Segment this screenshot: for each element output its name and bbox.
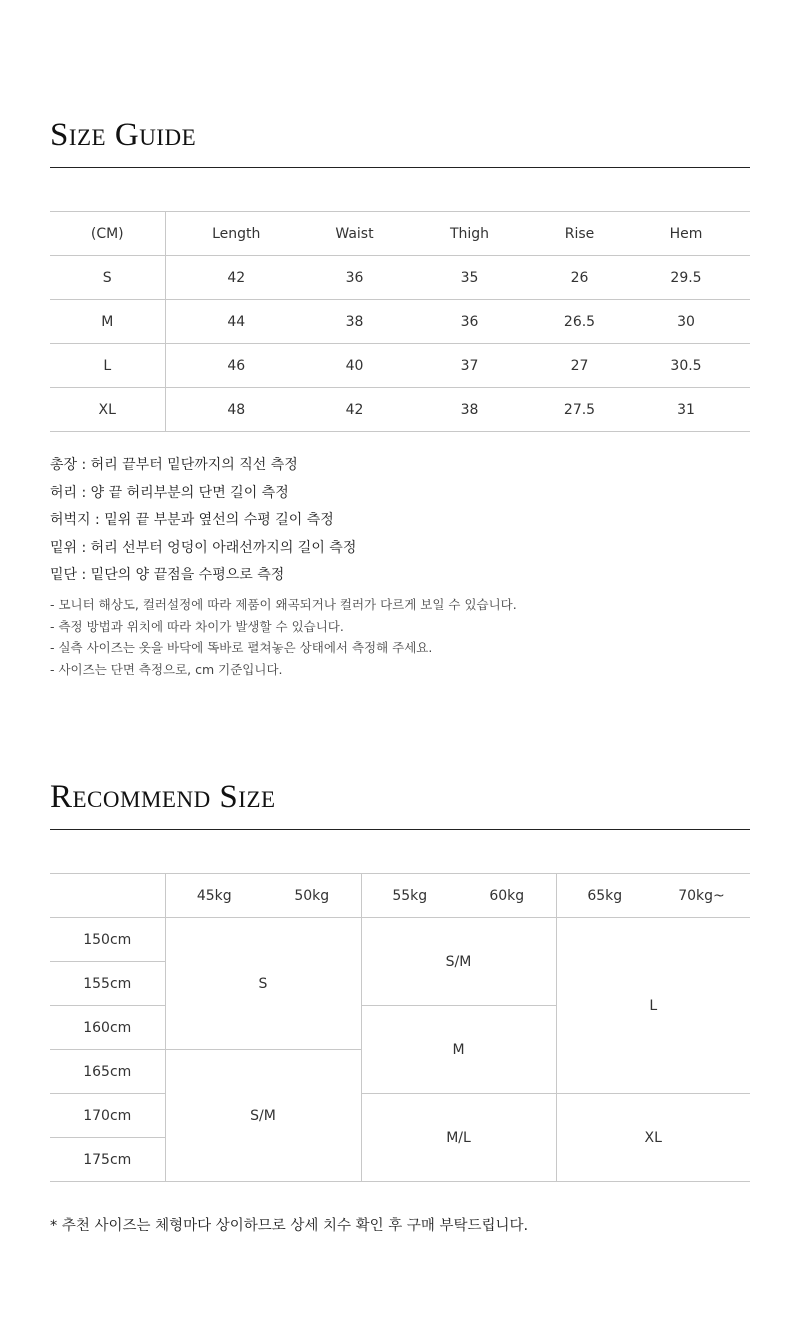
recommend-size-title: Recommend Size [50, 779, 276, 815]
table-row [50, 918, 750, 962]
size-table-header-unit: (CM) [50, 212, 165, 256]
table-row [50, 344, 750, 388]
size-table-header-row [50, 212, 750, 256]
weight-header-50: 50kg [263, 874, 361, 918]
recommend-size-title-rule [50, 829, 750, 830]
size-label: M [50, 300, 165, 344]
table-cell: 27.5 [537, 388, 622, 432]
list-item: 밑위 : 허리 선부터 엉덩이 아래선까지의 길이 측정 [50, 539, 357, 556]
disclaimer-notes [50, 594, 770, 680]
table-row [50, 300, 750, 344]
table-cell: 35 [402, 256, 537, 300]
size-label: XL [50, 388, 165, 432]
recommend-header-row [50, 874, 750, 918]
list-item: 총장 : 허리 끝부터 밑단까지의 직선 측정 [50, 457, 298, 473]
height-label-160: 160cm [50, 1006, 165, 1050]
table-cell: 31 [622, 388, 750, 432]
height-label-155: 155cm [50, 962, 165, 1006]
list-item: - 사이즈는 단면 측정으로, cm 기준입니다. [50, 661, 283, 677]
weight-header-45: 45kg [165, 874, 263, 918]
table-cell: 42 [165, 256, 307, 300]
table-cell: 38 [402, 388, 537, 432]
table-cell: 37 [402, 344, 537, 388]
table-cell: 30.5 [622, 344, 750, 388]
table-cell: 48 [165, 388, 307, 432]
size-table-header-waist: Waist [307, 212, 402, 256]
weight-header-65: 65kg [556, 874, 653, 918]
list-item: 허리 : 양 끝 허리부분의 단면 길이 측정 [50, 484, 289, 501]
table-cell: 27 [537, 344, 622, 388]
table-cell: 26.5 [537, 300, 622, 344]
list-item: 밑단 : 밑단의 양 끝점을 수평으로 측정 [50, 567, 285, 583]
table-cell: 26 [537, 256, 622, 300]
list-item: 허벅지 : 밑위 끝 부분과 옆선의 수평 길이 측정 [50, 512, 334, 528]
height-label-150: 150cm [50, 918, 165, 962]
recommend-size-table [50, 873, 750, 1182]
list-item: - 모니터 해상도, 컬러설정에 따라 제품이 왜곡되거나 컬러가 다르게 보일 수 있습니다. [50, 597, 517, 612]
measurement-notes [50, 452, 750, 590]
recommend-corner-cell [50, 874, 165, 918]
height-label-175: 175cm [50, 1138, 165, 1182]
recommend-cell-s: S [165, 918, 361, 1050]
list-item: - 측정 방법과 위치에 따라 차이가 발생할 수 있습니다. [50, 618, 344, 634]
size-label: S [50, 256, 165, 300]
size-table-header-length: Length [165, 212, 307, 256]
table-cell: 44 [165, 300, 307, 344]
table-cell: 36 [402, 300, 537, 344]
recommend-footnote: * 추천 사이즈는 체형마다 상이하므로 상세 치수 확인 후 구매 부탁드립니다. [50, 1218, 529, 1234]
recommend-cell-m: M [361, 1006, 556, 1094]
table-row [50, 1094, 750, 1138]
size-table-header-thigh: Thigh [402, 212, 537, 256]
size-guide-title-rule [50, 167, 750, 168]
recommend-cell-sm-mid: S/M [361, 918, 556, 1006]
table-cell: 40 [307, 344, 402, 388]
table-cell: 42 [307, 388, 402, 432]
recommend-cell-l: L [556, 918, 750, 1094]
table-cell: 46 [165, 344, 307, 388]
height-label-170: 170cm [50, 1094, 165, 1138]
size-table-header-hem: Hem [622, 212, 750, 256]
weight-header-60: 60kg [458, 874, 556, 918]
table-cell: 29.5 [622, 256, 750, 300]
table-cell: 30 [622, 300, 750, 344]
weight-header-70: 70kg~ [653, 874, 750, 918]
recommend-cell-ml: M/L [361, 1094, 556, 1182]
table-cell: 38 [307, 300, 402, 344]
size-label: L [50, 344, 165, 388]
table-cell: 36 [307, 256, 402, 300]
weight-header-55: 55kg [361, 874, 458, 918]
table-row [50, 388, 750, 432]
recommend-cell-xl: XL [556, 1094, 750, 1182]
size-guide-title: Size Guide [50, 117, 197, 153]
size-guide-table [50, 211, 750, 432]
size-table-header-rise: Rise [537, 212, 622, 256]
list-item: - 실측 사이즈는 옷을 바닥에 똑바로 펼쳐놓은 상태에서 측정해 주세요. [50, 640, 433, 655]
height-label-165: 165cm [50, 1050, 165, 1094]
recommend-cell-sm-low: S/M [165, 1050, 361, 1182]
table-row [50, 256, 750, 300]
